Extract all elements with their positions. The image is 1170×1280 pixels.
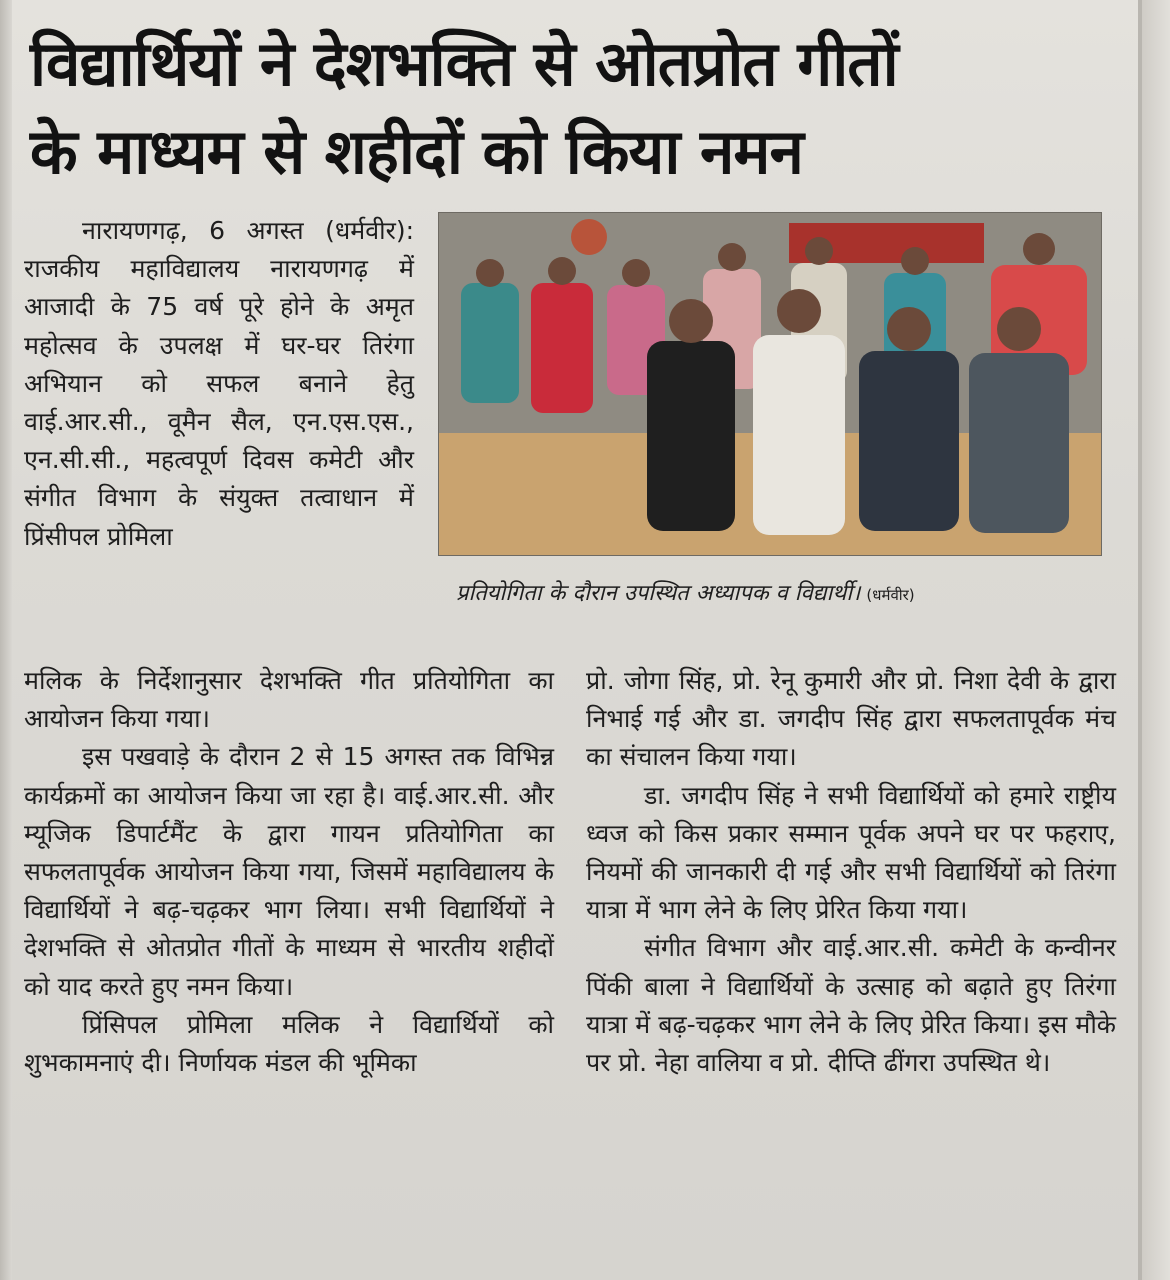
article-paragraph-1-continued: मलिक के निर्देशानुसार देशभक्ति गीत प्रतियोगिता का आयोजन किया गया। xyxy=(24,666,554,734)
article-paragraph-1: नारायणगढ़, 6 अगस्त (धर्मवीर): राजकीय महाविद्यालय नारायणगढ़ में आजादी के 75 वर्ष पूरे होने के अमृत महोत्सव के उपलक्ष में घर-घर तिरंगा अभियान को सफल बनाने हेतु वाई.आर.सी., वूमैन सैल, एन.एस.एस., एन.सी.सी., महत्वपूर्ण दिवस कमेटी और संगीत विभाग के संयुक्त तत्वाधान में प्रिंसीपल प्रोमिला xyxy=(24,216,414,551)
headline xyxy=(30,20,1120,196)
headline-line-2: के माध्यम से शहीदों को किया नमन xyxy=(30,115,803,188)
group-photo-illustration xyxy=(439,213,1101,555)
article-paragraph-4: डा. जगदीप सिंह ने सभी विद्यार्थियों को हमारे राष्ट्रीय ध्वज को किस प्रकार सम्मान पूर्वक अपने घर पर फहराए, नियमों की जानकारी दी गई और सभी विद्यार्थियों को तिरंगा यात्रा में भाग लेने के लिए प्रेरित किया गया। xyxy=(586,780,1116,925)
photo-credit: (धर्मवीर) xyxy=(866,586,915,604)
article-column-right xyxy=(586,662,1116,1082)
article-paragraph-3-continued: प्रो. जोगा सिंह, प्रो. रेनू कुमारी और प्रो. निशा देवी के द्वारा निभाई गई और डा. जगदीप सिंह द्वारा सफलतापूर्वक मंच का संचालन किया गया। xyxy=(586,666,1116,772)
left-column-rule xyxy=(0,0,12,1280)
article-column-left-top xyxy=(24,212,414,556)
adjacent-page-edge xyxy=(1142,0,1170,1280)
news-photo xyxy=(438,212,1102,556)
article-column-left-bottom xyxy=(24,662,554,1082)
photo-caption xyxy=(456,578,1106,611)
article-paragraph-5: संगीत विभाग और वाई.आर.सी. कमेटी के कन्वीनर पिंकी बाला ने विद्यार्थियों के उत्साह को बढ़ाते हुए तिरंगा यात्रा में बढ़-चढ़कर भाग लेने के लिए प्रेरित किया। इस मौके पर प्रो. नेहा वालिया व प्रो. दीप्ति ढींगरा उपस्थित थे। xyxy=(586,933,1116,1078)
headline-line-1: विद्यार्थियों ने देशभक्ति से ओतप्रोत गीतों xyxy=(30,27,898,100)
photo-caption-text: प्रतियोगिता के दौरान उपस्थित अध्यापक व विद्यार्थी। xyxy=(456,581,861,606)
article-paragraph-2: इस पखवाड़े के दौरान 2 से 15 अगस्त तक विभिन्न कार्यक्रमों का आयोजन किया जा रहा है। वाई.आर.सी. और म्यूजिक डिपार्टमैंट के द्वारा गायन प्रतियोगिता का सफलतापूर्वक आयोजन किया गया, जिसमें महाविद्यालय के विद्यार्थियों ने बढ़-चढ़कर भाग लिया। सभी विद्यार्थियों ने देशभक्ति से ओतप्रोत गीतों के माध्यम से भारतीय शहीदों को याद करते हुए नमन किया। xyxy=(24,742,555,1001)
article-paragraph-3: प्रिंसिपल प्रोमिला मलिक ने विद्यार्थियों को शुभकामनाएं दी। निर्णायक मंडल की भूमिका xyxy=(24,1009,554,1078)
